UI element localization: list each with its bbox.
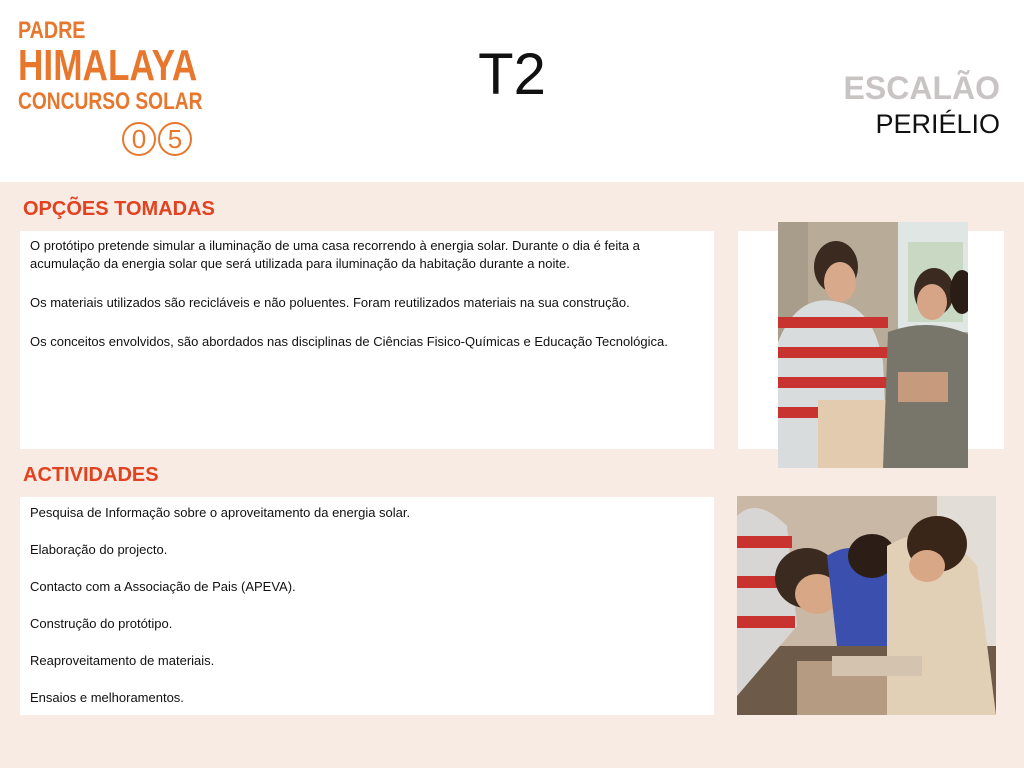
photo-students-box (778, 222, 968, 468)
list-item: Reaproveitamento de materiais. (30, 653, 215, 668)
opcoes-heading: OPÇÕES TOMADAS (23, 198, 215, 220)
logo-line-2: HIMALAYA (18, 41, 198, 90)
list-item: Construção do protótipo. (30, 616, 173, 631)
logo-digit-2: 5 (158, 122, 192, 156)
list-item: Ensaios e melhoramentos. (30, 690, 184, 705)
actividades-list-box (20, 497, 714, 715)
list-item: Contacto com a Associação de Pais (APEVA). (30, 579, 296, 594)
opcoes-paragraph: O protótipo pretende simular a iluminação de uma casa recorrendo à energia solar. Durante o dia é feita a acumulação da energia solar que será utilizada para iluminação da habitação durante a noite. (30, 238, 640, 271)
page-title: T2 (478, 42, 546, 107)
actividades-heading: ACTIVIDADES (23, 464, 159, 486)
logo-digit-1: 0 (122, 122, 156, 156)
logo-year (122, 122, 192, 156)
logo-line-3: CONCURSO SOLAR (18, 88, 203, 115)
opcoes-paragraph: Os materiais utilizados são recicláveis e não poluentes. Foram reutilizados materiais na sua construção. (30, 295, 630, 310)
opcoes-paragraph: Os conceitos envolvidos, são abordados nas disciplinas de Ciências Fisico-Químicas e Educação Tecnológica. (30, 334, 668, 349)
list-item: Elaboração do projecto. (30, 542, 168, 557)
escalao-value: PERIÉLIO (875, 109, 1000, 139)
header (0, 0, 1024, 182)
escalao-label: ESCALÃO (843, 70, 1000, 106)
logo-line-1: PADRE (18, 17, 86, 44)
list-item: Pesquisa de Informação sobre o aproveitamento da energia solar. (30, 505, 411, 520)
photo-students-working (737, 496, 996, 715)
opcoes-text-box (20, 231, 714, 449)
